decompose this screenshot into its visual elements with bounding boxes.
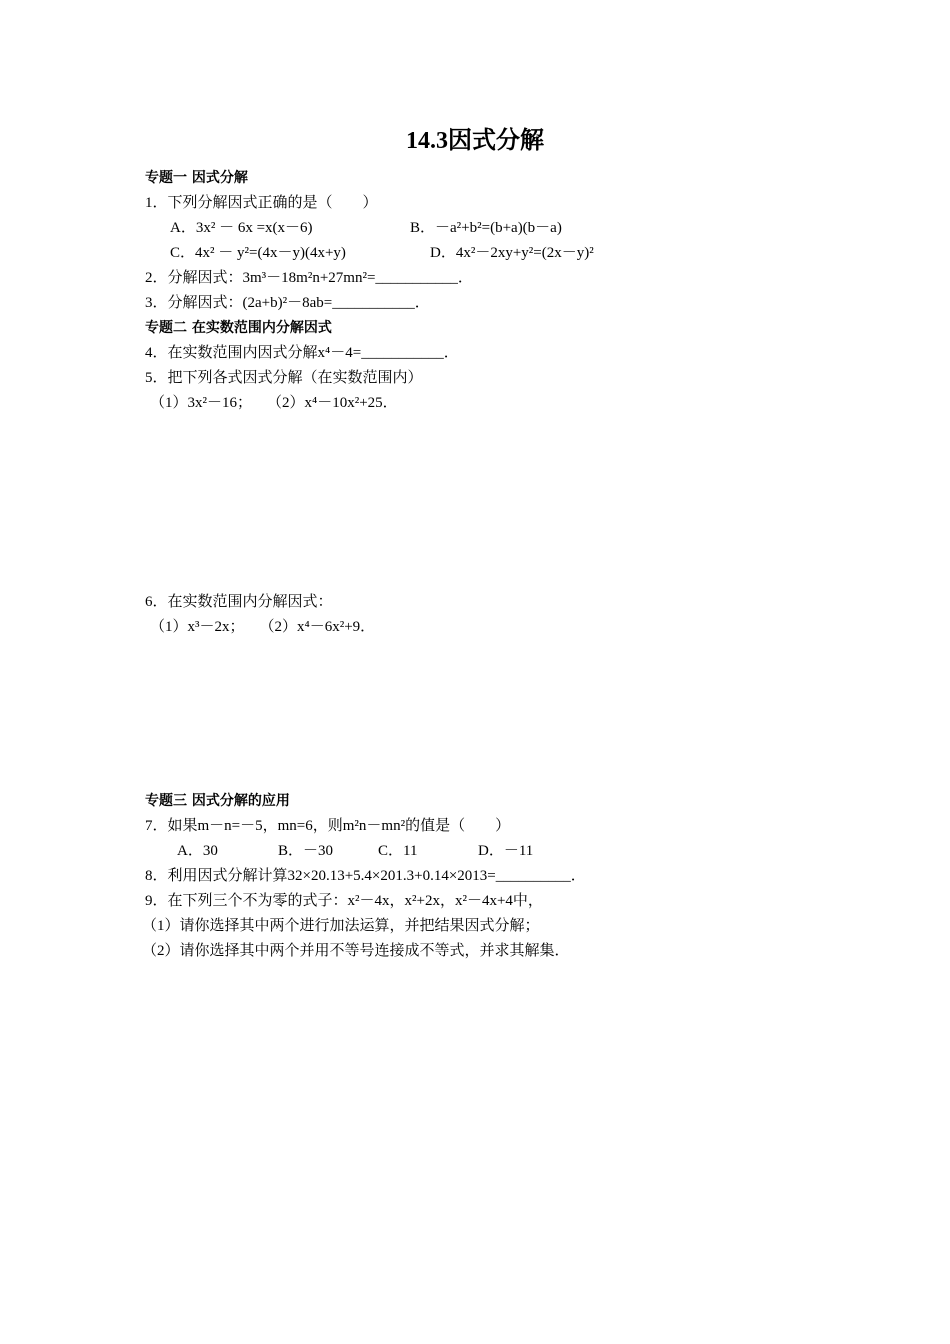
question-1-option-c: C．4x² － y²=(4x－y)(4x+y) bbox=[170, 245, 346, 261]
question-7-stem: 7．如果m－n=－5，mn=6，则m²n－mn²的值是（ ） bbox=[145, 818, 511, 834]
question-4: 4．在实数范围内因式分解x⁴－4=___________． bbox=[145, 345, 459, 361]
section-1-heading: 专题一 因式分解 bbox=[145, 170, 248, 186]
question-7-option-b: B．－30 bbox=[278, 843, 334, 859]
question-7-option-a: A．30 bbox=[177, 843, 218, 859]
question-7-option-c: C．11 bbox=[378, 843, 418, 859]
question-6-parts: （1）x³－2x； （2）x⁴－6x²+9． bbox=[150, 619, 376, 635]
question-1-option-d: D．4x²－2xy+y²=(2x－y)² bbox=[430, 245, 594, 261]
page-title: 14.3因式分解 bbox=[406, 128, 544, 154]
question-8: 8．利用因式分解计算32×20.13+5.4×201.3+0.14×2013=__________． bbox=[145, 868, 586, 884]
question-6: 6．在实数范围内分解因式： bbox=[145, 594, 333, 610]
section-3-heading: 专题三 因式分解的应用 bbox=[145, 793, 290, 809]
question-5-parts: （1）3x²－16； （2）x⁴－10x²+25． bbox=[150, 395, 398, 411]
question-9-part-1: （1）请你选择其中两个进行加法运算，并把结果因式分解； bbox=[142, 918, 540, 934]
question-1-option-b: B．－a²+b²=(b+a)(b－a) bbox=[410, 220, 562, 236]
question-2: 2．分解因式：3m³－18m²n+27mn²=___________． bbox=[145, 270, 473, 286]
question-3: 3．分解因式：(2a+b)²－8ab=___________． bbox=[145, 295, 430, 311]
question-1-option-a: A．3x² － 6x =x(x－6) bbox=[170, 220, 313, 236]
section-2-heading: 专题二 在实数范围内分解因式 bbox=[145, 320, 332, 336]
question-1-stem: 1．下列分解因式正确的是（ ） bbox=[145, 195, 378, 211]
question-7-option-d: D．－11 bbox=[478, 843, 534, 859]
question-5: 5．把下列各式因式分解（在实数范围内） bbox=[145, 370, 423, 386]
question-9-part-2: （2）请你选择其中两个并用不等号连接成不等式，并求其解集． bbox=[142, 943, 570, 959]
question-9: 9．在下列三个不为零的式子：x²－4x，x²+2x，x²－4x+4中， bbox=[145, 893, 543, 909]
